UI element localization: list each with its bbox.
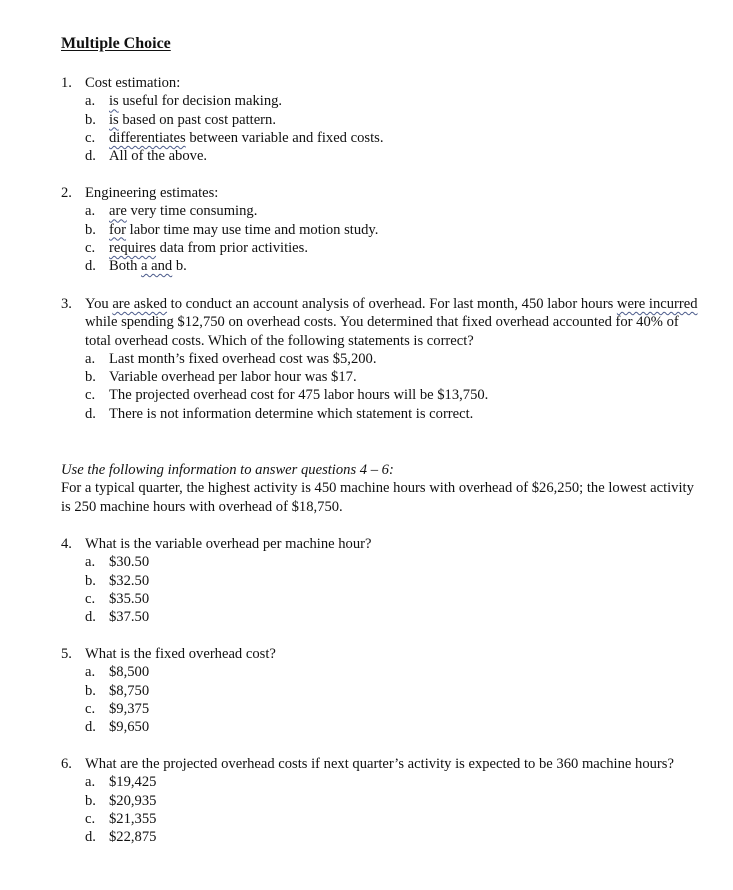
- option-letter: d.: [85, 258, 96, 275]
- option-letter: a.: [85, 203, 96, 220]
- option-d: d. Both a and b.: [85, 258, 187, 275]
- option-list: [61, 663, 701, 736]
- option-b: b. for labor time may use time and motion study.: [85, 221, 379, 238]
- option-letter: c.: [85, 700, 96, 717]
- spellcheck-flag: is: [109, 111, 119, 128]
- option-a: a. are very time consuming.: [85, 203, 258, 220]
- question-2: [61, 184, 701, 275]
- option-text: Last month’s fixed overhead cost was $5,200.: [109, 350, 377, 367]
- option-letter: d.: [85, 719, 96, 736]
- option-list: [61, 773, 701, 846]
- spellcheck-flag: for: [109, 221, 127, 238]
- option-text: $32.50: [109, 572, 150, 589]
- option-letter: b.: [85, 221, 96, 238]
- question-stem: Cost estimation:: [85, 75, 181, 91]
- question-5: [61, 645, 701, 736]
- question-4: [61, 535, 701, 626]
- option-text: $35.50: [109, 590, 150, 607]
- option-list: [61, 350, 701, 423]
- option-text: $8,750: [109, 682, 150, 699]
- option-b: [61, 572, 701, 590]
- question-stem: You are asked to conduct an account analysis of overhead. For last month, 450 labor hours were incurred while spending $12,750 on overhead costs. You determined that fixed overhead accounted for 40% of total overhead costs. Which of the following statements is correct?: [85, 296, 698, 349]
- option-text: $9,650: [109, 719, 150, 736]
- question-number: 2.: [61, 185, 72, 201]
- option-c: [61, 386, 701, 404]
- option-letter: c.: [85, 590, 96, 607]
- option-b: b. is based on past cost pattern.: [85, 111, 276, 128]
- option-letter: c.: [85, 387, 96, 404]
- option-a: [61, 773, 701, 791]
- option-c: c. requires data from prior activities.: [85, 239, 308, 256]
- section-title: Multiple Choice: [61, 35, 171, 52]
- question-stem: What is the variable overhead per machine hour?: [85, 536, 372, 552]
- option-c: [61, 810, 701, 828]
- option-letter: a.: [85, 350, 96, 367]
- option-b: [61, 368, 701, 386]
- spellcheck-flag: are: [109, 203, 127, 220]
- spellcheck-flag: a and: [141, 258, 173, 275]
- option-letter: b.: [85, 369, 96, 386]
- info-heading: Use the following information to answer questions 4 – 6:: [61, 462, 394, 478]
- option-text: Variable overhead per labor hour was $17.: [109, 369, 357, 386]
- option-list: [61, 202, 701, 275]
- option-text: $9,375: [109, 700, 150, 717]
- option-letter: c.: [85, 129, 96, 146]
- option-b: [61, 682, 701, 700]
- info-body: For a typical quarter, the highest activity is 450 machine hours with overhead of $26,250; the lowest activity is 250 machine hours with overhead of $18,750.: [61, 480, 694, 515]
- option-letter: d.: [85, 829, 96, 846]
- question-stem: What are the projected overhead costs if next quarter’s activity is expected to be 360 machine hours?: [85, 756, 674, 772]
- option-letter: d.: [85, 609, 96, 626]
- option-a: [61, 553, 701, 571]
- option-letter: d.: [85, 148, 96, 165]
- spellcheck-flag: were incurred: [616, 296, 698, 312]
- option-text: The projected overhead cost for 475 labor hours will be $13,750.: [109, 387, 489, 404]
- option-c: [61, 590, 701, 608]
- option-letter: a.: [85, 664, 96, 681]
- question-stem: Engineering estimates:: [85, 185, 219, 201]
- option-text: $8,500: [109, 664, 150, 681]
- question-number: 5.: [61, 646, 72, 662]
- option-d: [61, 828, 701, 846]
- option-d: [61, 147, 701, 165]
- option-d: [61, 405, 701, 423]
- question-3: [61, 295, 701, 423]
- option-letter: b.: [85, 792, 96, 809]
- option-list: [61, 92, 701, 165]
- option-text: There is not information determine which statement is correct.: [109, 405, 474, 422]
- option-letter: b.: [85, 111, 96, 128]
- option-text: $20,935: [109, 792, 157, 809]
- option-a: [61, 350, 701, 368]
- spellcheck-flag: is: [109, 93, 119, 110]
- question-number: 6.: [61, 756, 72, 772]
- option-text: $21,355: [109, 810, 157, 827]
- question-1: [61, 74, 701, 165]
- option-letter: a.: [85, 554, 96, 571]
- spellcheck-flag: are asked: [112, 296, 168, 312]
- shared-info-block: [61, 461, 701, 516]
- option-text: $37.50: [109, 609, 150, 626]
- option-a: [61, 663, 701, 681]
- option-text: $22,875: [109, 829, 157, 846]
- question-number: 3.: [61, 296, 72, 312]
- question-number: 4.: [61, 536, 72, 552]
- option-c: c. differentiates between variable and fixed costs.: [85, 129, 384, 146]
- option-letter: b.: [85, 682, 96, 699]
- option-letter: a.: [85, 93, 96, 110]
- option-letter: d.: [85, 405, 96, 422]
- option-text: $19,425: [109, 774, 157, 791]
- option-b: [61, 792, 701, 810]
- option-letter: b.: [85, 572, 96, 589]
- option-d: [61, 608, 701, 626]
- option-d: [61, 718, 701, 736]
- option-a: a. is useful for decision making.: [85, 93, 283, 110]
- spellcheck-flag: differentiates: [109, 129, 186, 146]
- spellcheck-flag: requires: [109, 239, 157, 256]
- option-c: [61, 700, 701, 718]
- question-number: 1.: [61, 75, 72, 91]
- option-text: All of the above.: [109, 148, 208, 165]
- option-list: [61, 553, 701, 626]
- question-stem: What is the fixed overhead cost?: [85, 646, 276, 662]
- option-letter: a.: [85, 774, 96, 791]
- option-letter: c.: [85, 810, 96, 827]
- option-text: $30.50: [109, 554, 150, 571]
- question-6: [61, 755, 701, 846]
- option-letter: c.: [85, 239, 96, 256]
